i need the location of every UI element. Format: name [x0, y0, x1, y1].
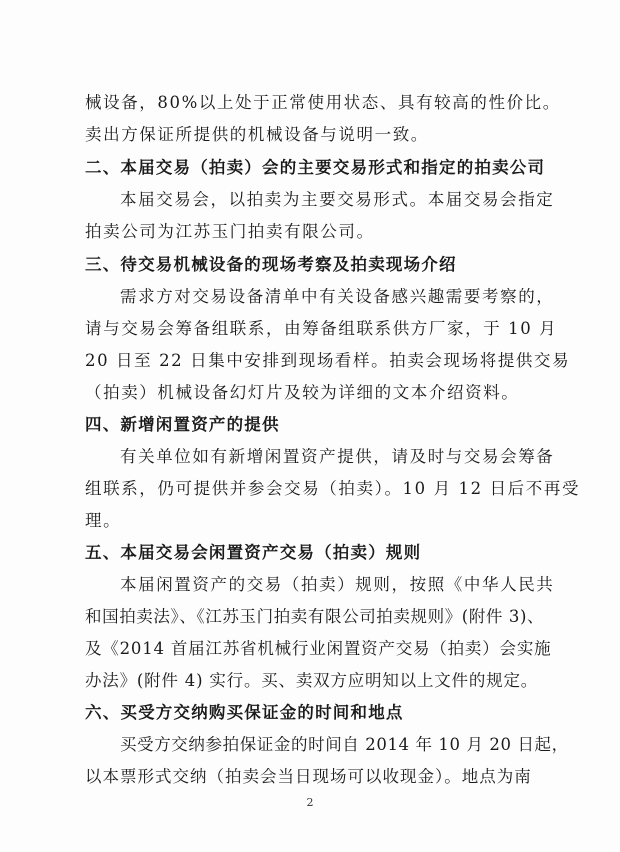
- text-line: 卖出方保证所提供的机械设备与说明一致。: [85, 125, 429, 144]
- text-line: 本届交易会，以拍卖为主要交易形式。本届交易会指定: [120, 190, 555, 209]
- text-line: 20 日至 22 日集中安排到现场看样。拍卖会现场将提供交易: [85, 351, 571, 370]
- text-line: 买受方交纳参拍保证金的时间自 2014 年 10 月 20 日起，: [120, 735, 569, 754]
- text-line: 有关单位如有新增闲置资产提供，请及时与交易会筹备: [120, 447, 555, 466]
- text-line: 理。: [85, 511, 122, 530]
- section-heading: 四、新增闲置资产的提供: [85, 415, 280, 434]
- page-number: 2: [306, 796, 314, 809]
- section-heading: 三、待交易机械设备的现场考察及拍卖现场介绍: [85, 255, 457, 274]
- text-line: 本届闲置资产的交易（拍卖）规则，按照《中华人民共: [120, 575, 555, 594]
- text-line: 及《2014 首届江苏省机械行业闲置资产交易（拍卖）会实施: [85, 639, 552, 658]
- text-line: 组联系，仍可提供并参会交易（拍卖）。10 月 12 日后不再受: [85, 479, 581, 498]
- text-line: 械设备，80%以上处于正常使用状态、具有较高的性价比。: [85, 93, 561, 112]
- text-line: 以本票形式交纳（拍卖会当日现场可以收现金）。地点为南: [85, 767, 532, 786]
- text-line: 办法》(附件 4) 实行。买、卖双方应明知以上文件的规定。: [85, 671, 539, 690]
- section-heading: 五、本届交易会闲置资产交易（拍卖）规则: [85, 543, 422, 562]
- text-line: 需求方对交易设备清单中有关设备感兴趣需要考察的，: [120, 287, 555, 306]
- section-heading: 六、买受方交纳购买保证金的时间和地点: [85, 703, 404, 722]
- text-line: 请与交易会筹备组联系，由筹备组联系供方厂家，于 10 月: [85, 319, 558, 338]
- text-line: 和国拍卖法》、《江苏玉门拍卖有限公司拍卖规则》(附件 3)、: [85, 607, 545, 626]
- section-heading: 二、本届交易（拍卖）会的主要交易形式和指定的拍卖公司: [85, 158, 546, 177]
- text-line: 拍卖公司为江苏玉门拍卖有限公司。: [85, 222, 375, 241]
- text-line: （拍卖）机械设备幻灯片及较为详细的文本介绍资料。: [85, 383, 520, 402]
